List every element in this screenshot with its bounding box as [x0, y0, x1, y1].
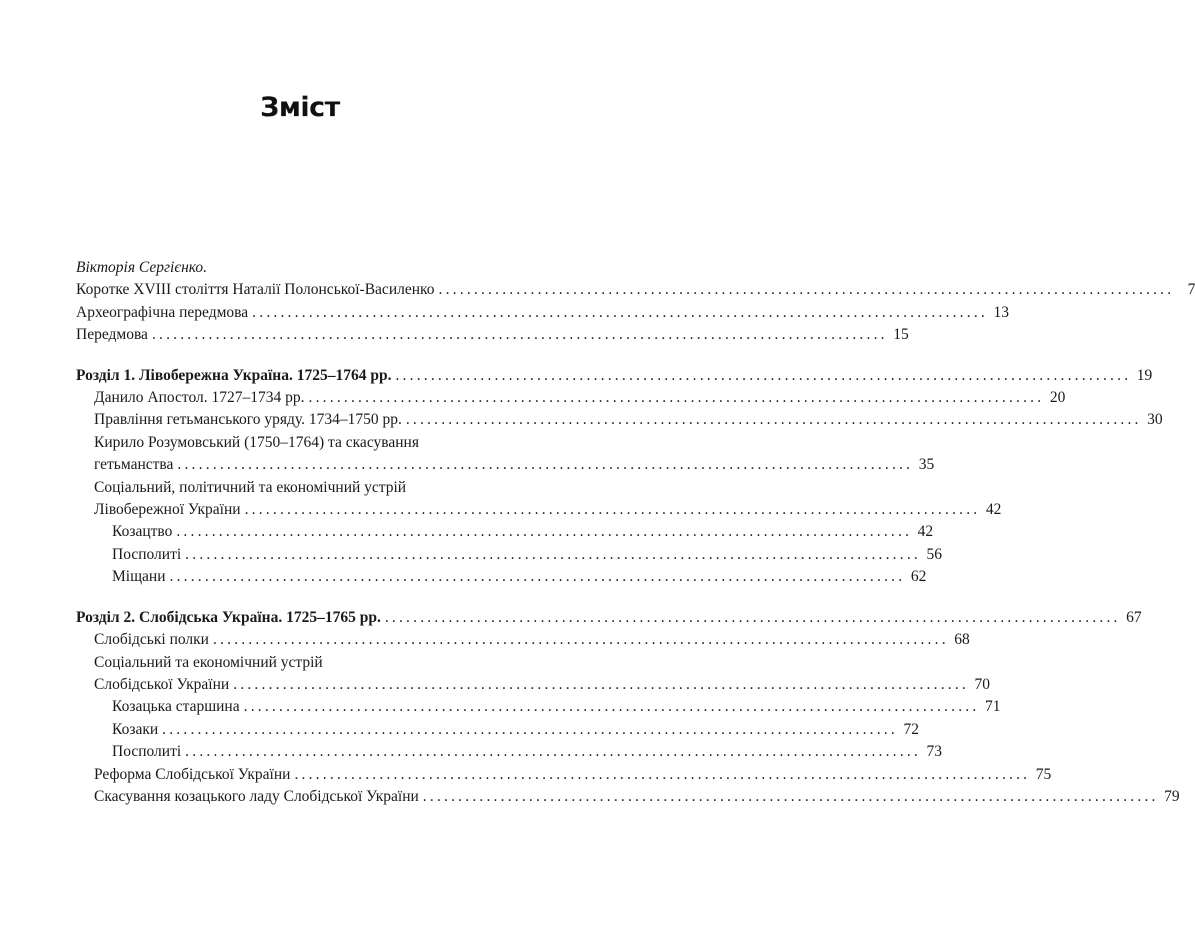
section-gap	[76, 589, 500, 607]
toc-entry-label: Передмова	[76, 326, 148, 344]
dot-leader: ........................................................................................................	[151, 326, 888, 344]
toc-page-number: 70	[974, 675, 991, 693]
toc-page-number: 42	[917, 523, 934, 541]
dot-leader: ........................................................................................................	[422, 787, 1159, 805]
toc-page-number: 75	[1035, 765, 1052, 783]
toc-entry[interactable]	[76, 764, 1052, 786]
toc-page-number: 7	[1187, 281, 1195, 299]
page-title: Зміст	[260, 92, 340, 123]
toc-entry-label: Соціальний, політичний та економічний устрій	[94, 478, 407, 496]
dot-leader: ........................................................................................................	[308, 389, 1045, 407]
toc-subentry[interactable]	[76, 521, 934, 543]
toc-entry[interactable]	[76, 279, 1195, 301]
toc-entry-label: Посполиті	[112, 743, 182, 761]
toc-page-number: 20	[1049, 389, 1066, 407]
toc-entry[interactable]	[76, 409, 1163, 431]
toc-entry-continuation[interactable]	[76, 499, 1002, 521]
toc-page-number: 15	[893, 326, 909, 344]
dot-leader: ........................................................................................................	[162, 720, 898, 738]
toc-page-number: 72	[903, 720, 919, 738]
toc-page-number: 68	[954, 631, 970, 649]
section-gap	[76, 347, 500, 365]
toc-page-number: 62	[910, 568, 927, 586]
dot-leader: ........................................................................................................	[233, 675, 970, 693]
toc-entry-label-cont: Слобідської України	[94, 675, 230, 693]
toc-entry-first-line[interactable]	[76, 652, 500, 674]
toc-subentry[interactable]	[76, 566, 927, 588]
toc-entry[interactable]	[76, 324, 909, 346]
toc-entry-continuation[interactable]	[76, 454, 935, 476]
dot-leader: ........................................................................................................	[244, 501, 981, 519]
dot-leader: ........................................................................................................	[243, 698, 980, 716]
toc-entry-label: Міщани	[112, 568, 166, 586]
toc-author-line	[76, 257, 500, 279]
toc-entry-label: Посполиті	[112, 545, 182, 563]
dot-leader: ........................................................................................................	[177, 456, 914, 474]
toc-entry[interactable]	[76, 302, 1009, 324]
dot-leader: ........................................................................................................	[185, 743, 921, 761]
toc-chapter-label: Розділ 1. Лівобережна Україна. 1725–1764 рр.	[76, 366, 392, 384]
toc-entry-label: Козаки	[112, 720, 159, 738]
toc-page-number: 79	[1164, 787, 1180, 805]
toc-entry-label: Скасування козацького ладу Слобідської України	[94, 787, 419, 805]
toc-page-number: 35	[918, 456, 935, 474]
toc-entry-label: Слобідські полки	[94, 631, 209, 649]
toc-page-number: 13	[993, 303, 1009, 321]
toc-page-number: 73	[926, 743, 942, 761]
toc-entry-label: Кирило Розумовський (1750–1764) та скасування	[94, 433, 419, 451]
toc-page-number: 56	[926, 545, 942, 563]
toc-page-number: 67	[1126, 608, 1142, 626]
toc-entry-label: Данило Апостол. 1727–1734 рр.	[94, 389, 305, 407]
toc-entry-first-line[interactable]	[76, 432, 500, 454]
toc-entry-label: Археографічна передмова	[76, 303, 249, 321]
toc-entry-label: Козацька старшина	[112, 698, 240, 716]
toc-page-number: 42	[985, 501, 1002, 519]
toc-subentry[interactable]	[76, 719, 919, 741]
toc-entry-label-cont: Лівобережної України	[94, 501, 241, 519]
dot-leader: ........................................................................................................	[384, 608, 1121, 626]
toc-entry-label: Правління гетьманського уряду. 1734–1750 рр.	[94, 411, 402, 429]
toc-entry[interactable]	[76, 786, 1180, 808]
dot-leader: ........................................................................................................	[252, 303, 988, 321]
dot-leader: ........................................................................................................	[185, 545, 921, 563]
toc-entry[interactable]	[76, 387, 1066, 409]
toc-chapter-2[interactable]	[76, 607, 1142, 629]
dot-leader: ........................................................................................................	[294, 765, 1031, 783]
toc-entry[interactable]	[76, 629, 970, 651]
dot-leader: ........................................................................................................	[395, 366, 1132, 384]
toc-subentry[interactable]	[76, 696, 1001, 718]
dot-leader: ........................................................................................................	[438, 281, 1175, 299]
toc-entry-label: Коротке XVIII століття Наталії Полонської-Василенко	[76, 281, 435, 299]
dot-leader: ........................................................................................................	[405, 411, 1142, 429]
table-of-contents	[76, 257, 1195, 808]
toc-entry-label: Вікторія Сергієнко.	[76, 259, 208, 276]
toc-subentry[interactable]	[76, 544, 942, 566]
toc-entry-label: Соціальний та економічний устрій	[94, 653, 323, 671]
toc-entry-label: Козацтво	[112, 523, 173, 541]
toc-chapter-label: Розділ 2. Слобідська Україна. 1725–1765 рр.	[76, 608, 381, 626]
toc-entry-label-cont: гетьманства	[94, 456, 174, 474]
dot-leader: ........................................................................................................	[176, 523, 913, 541]
dot-leader: ........................................................................................................	[212, 631, 949, 649]
toc-chapter-1[interactable]	[76, 365, 1153, 387]
dot-leader: ........................................................................................................	[169, 568, 906, 586]
toc-entry-first-line[interactable]	[76, 477, 500, 499]
toc-page-number: 19	[1136, 366, 1153, 384]
toc-page-number: 30	[1147, 411, 1163, 429]
toc-entry-label: Реформа Слобідської України	[94, 765, 291, 783]
toc-subentry[interactable]	[76, 741, 942, 763]
toc-page-number: 71	[984, 698, 1001, 716]
toc-entry-continuation[interactable]	[76, 674, 991, 696]
